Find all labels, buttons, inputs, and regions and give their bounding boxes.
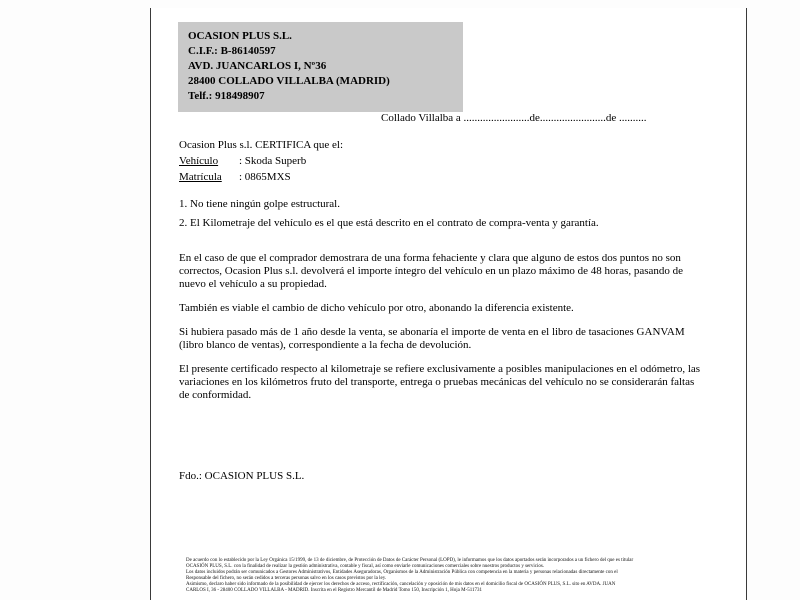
plate-value: : 0865MXS [239, 171, 291, 183]
legal-line-1: De acuerdo con lo establecido por la Ley Orgánica 15/1999, de 13 de diciembre, de Protección de Datos de Carácter Personal (LOPD), le informamos que los datos aportados serán incorporados a un fichero del que es titular [186, 558, 634, 563]
date-line: Collado Villalba a ........................de........................de .......... [381, 112, 647, 124]
legal-footer [186, 558, 714, 594]
vehicle-label: Vehículo [179, 155, 219, 167]
signature-line: Fdo.: OCASION PLUS S.L. [179, 470, 305, 482]
company-cif: C.I.F.: B-86140597 [188, 45, 276, 57]
plate-label: Matrícula [179, 171, 222, 183]
paragraph-odometer: El presente certificado respecto al kilometraje se refiere exclusivamente a posibles manipulaciones en el odómetro, las variaciones en los kilómetros fruto del transporte, entrega o pruebas mecánicas del vehículo no se considerarán faltas de conformidad. [179, 363, 701, 401]
company-header [178, 22, 463, 112]
legal-line-3: Los datos incluidos podrán ser comunicados a Gestores Administrativos, Entidades Aseguradoras, Organismos de la Administración Pública con competencia en la materia y personas relacionadas directamente con el [186, 570, 618, 575]
certifica-line: Ocasion Plus s.l. CERTIFICA que el: [179, 139, 344, 151]
company-phone: Telf.: 918498907 [188, 90, 265, 102]
point-2: 2. El Kilometraje del vehículo es el que está descrito en el contrato de compra-venta y garantía. [179, 217, 599, 229]
legal-line-6: CARLOS I, 36 - 28400 COLLADO VILLALBA - MADRID. Inscrita en el Registro Mercantil de Madrid Tomo 150, Inscripción 1, Hoja M-511731 [186, 588, 483, 593]
paragraph-ganvam: Si hubiera pasado más de 1 año desde la venta, se abonaría el importe de venta en el libro de tasaciones GANVAM (libro blanco de ventas), correspondiente a la fecha de devolución. [179, 326, 685, 351]
point-1: 1. No tiene ningún golpe estructural. [179, 198, 340, 210]
document-page [150, 8, 747, 600]
plate-line [179, 171, 291, 183]
vehicle-line [179, 155, 306, 167]
paragraph-exchange: También es viable el cambio de dicho vehículo por otro, abonando la diferencia existente. [179, 302, 574, 314]
company-address: AVD. JUANCARLOS I, Nº36 [188, 60, 327, 72]
legal-line-2: OCASIÓN PLUS, S.L. con la finalidad de realizar la gestión administrativa, contable y fiscal, así como enviarle comunicaciones comerciales sobre nuestros productos y servicios. [186, 564, 545, 569]
legal-line-4: Responsable del fichero, no serán cedidos a terceras personas salvo en los casos previstos por la ley. [186, 576, 387, 581]
company-name: OCASION PLUS S.L. [188, 30, 292, 42]
vehicle-value: : Skoda Superb [239, 155, 307, 167]
body-paragraphs [179, 252, 702, 413]
paragraph-refund: En el caso de que el comprador demostrara de una forma fehaciente y clara que alguno de estos dos puntos no son correctos, Ocasion Plus s.l. devolverá el importe íntegro del vehículo en un plazo máximo de 48 horas, pasando de nuevo el vehículo a su propiedad. [179, 252, 684, 290]
certified-points [179, 198, 704, 236]
company-city: 28400 COLLADO VILLALBA (MADRID) [188, 75, 390, 87]
legal-line-5: Asimismo, declaro haber sido informado de la posibilidad de ejercer los derechos de acceso, rectificación, cancelación y oposición de mis datos en el domicilio fiscal de OCASIÓN PLUS, S.L. sito en AVDA. JUAN [186, 582, 616, 587]
